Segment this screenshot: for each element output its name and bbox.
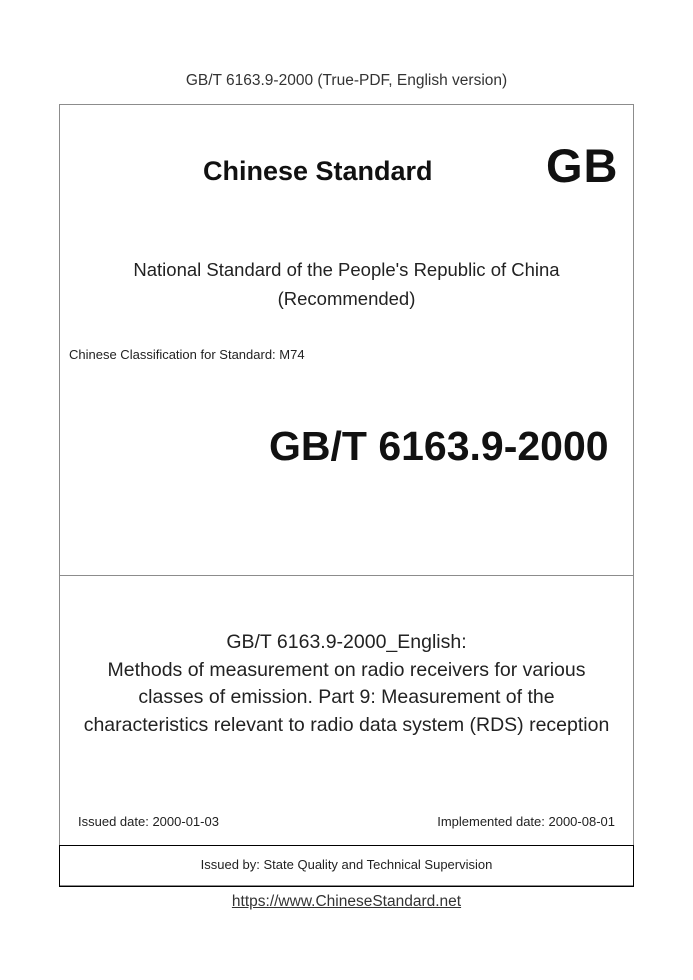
recommended-line: (Recommended)	[277, 288, 416, 309]
issuer-text: Issued by: State Quality and Technical Supervision	[200, 857, 493, 872]
standard-number: GB/T 6163.9-2000	[269, 423, 609, 469]
english-title-line: classes of emission. Part 9: Measurement of the	[138, 686, 555, 708]
english-title-line: GB/T 6163.9-2000_English:	[226, 631, 467, 653]
page-header: GB/T 6163.9-2000 (True-PDF, English version)	[185, 72, 508, 89]
national-standard-line: National Standard of the People's Republic of China	[133, 259, 560, 280]
section-divider	[60, 575, 633, 576]
implemented-date: Implemented date: 2000-08-01	[437, 814, 615, 829]
standard-title: Chinese Standard	[203, 156, 433, 186]
gb-mark: GB	[546, 139, 619, 192]
english-title-line: characteristics relevant to radio data system (RDS) reception	[83, 713, 610, 736]
issued-date: Issued date: 2000-01-03	[78, 814, 219, 829]
cover-frame	[59, 104, 634, 886]
english-title-block	[0, 629, 693, 739]
english-title-line: Methods of measurement on radio receivers for various	[107, 658, 586, 681]
website-link[interactable]: https://www.ChineseStandard.net	[231, 893, 462, 910]
classification-text: Chinese Classification for Standard: M74	[69, 347, 305, 362]
